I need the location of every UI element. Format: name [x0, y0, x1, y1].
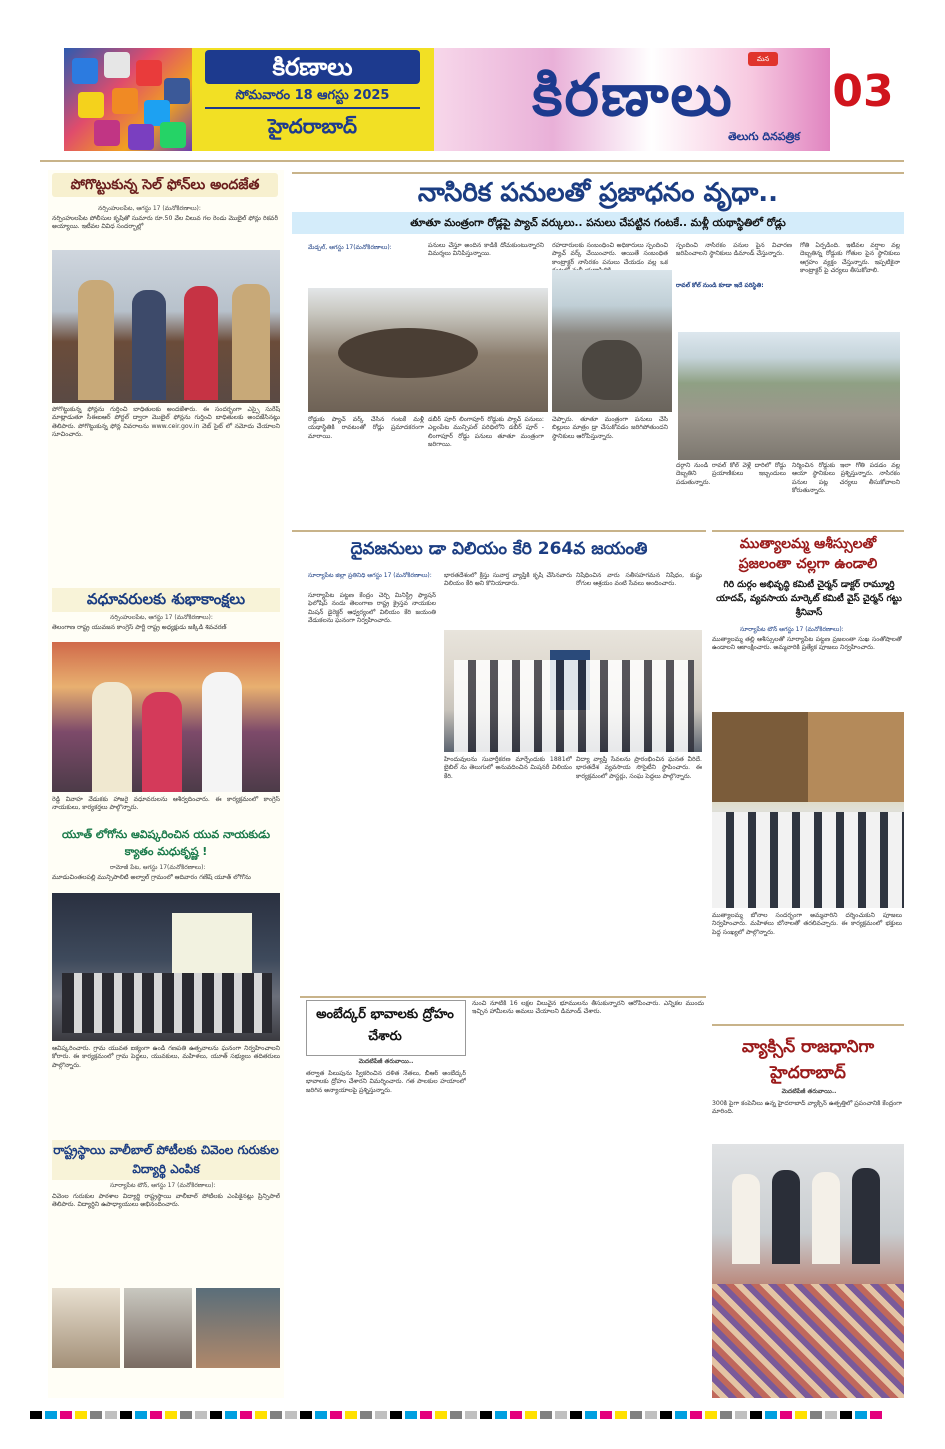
- lead-headline: నాసిరిక పనులతో ప్రజాధనం వృధా..: [417, 178, 779, 208]
- lead-col-text: రహదారులకు సంబంధించి అధికారులు స్పందించి ప్యాచ్ వర్క్ చేయించారు. అయితే సంబంధిత కాంట్రాక్టర్ నాసిరకం పనులు చేయడం వల్ల ఒక: [552, 242, 668, 266]
- dateline: నర్సింహులపేట, ఆగస్టు 17 (మనోకిరణాలు):: [110, 614, 213, 621]
- muthyalamma-event-photo: [712, 712, 904, 908]
- story-text: నిషేధించిన వారు సతీసహగమన నిషేధం, కుష్టు రోగుల ఆశ్రయం వంటి సేవలు అందించారు.: [576, 572, 702, 588]
- print-registration-bar: [30, 1404, 915, 1418]
- dateline: సూర్యాపేట టౌన్ ఆగస్టు 17 (మనోకిరణాలు):: [740, 626, 844, 633]
- divider: [300, 996, 706, 998]
- damaged-road-photo-3: [678, 332, 900, 460]
- story-body: పోగొట్టుకున్న ఫోన్లను గుర్తించి బాధితులకు అందజేశారు. ఈ సందర్భంగా ఎస్సై సురేష్ మాట్లాడుతూ సీఈఐఆర్ పోర్టల్ ద్వారా మొబైల్ ఫోన్లను గుర్తించి బాధితులకు అందజేసినట్లు తెలిపారు. పోగొట్టుకున్న ఫోన్ల వివరాలను www.ceir.gov.in వెబ్ సైట్ లో నమోదు చేయాలని సూచించారు.: [52, 406, 280, 438]
- story-text: నుంచి నూటికి 16 లక్షల విలువైన భూములను తీసుకున్నారని ఆరోపించారు. ఎన్నికల ముందు ఇచ్చిన హామీలను అమలు చేయాలని డిమాండ్ చేశారు.: [472, 1000, 704, 1016]
- story-text: ముత్యాలమ్మ బోనాల సందర్భంగా అమ్మవారిని దర్శించుకుని పూజలు నిర్వహించారు. మహిళలు బోనాలతో తరలివచ్చారు. ఈ కార్యక్రమంలో భక్తులు పెద్ద సంఖ్యలో పాల్గొన్నారు.: [712, 912, 902, 936]
- student-photo-3: [196, 1288, 280, 1368]
- byline: మెదటిపేజీ తరువాయి..: [358, 1058, 414, 1065]
- story-headline-william-carey: దైవజనులు డా విలియం కేరి 264వ జయంతి: [350, 539, 648, 559]
- student-photo-2: [124, 1288, 192, 1368]
- lead-col-text: నిర్మించిన రోడ్డుకు ఇలా గోతి పడడం వల్ల ఆయా స్థానికులు ప్రశ్నిస్తున్నారు. నాసిరకం పనుల పట్ల చర్యలు తీసుకోవాలని కోరుతున్నారు.: [792, 462, 900, 494]
- story-text: విద్యా వ్యాప్తి సేవలను ప్రారంభించిన ఘనత వీరిదే. భారతదేశ వ్యవసాయ సొసైటీని స్థాపించారు. ఈ కార్యక్రమంలో పాస్టర్లు, సంఘ పెద్దలు పాల్గొన్నారు.: [576, 756, 702, 780]
- lead-col-text: డబీర్ పూర్ లింగాపూర్ రోడ్డుకు ప్యాచ్ పనులు: ఎల్లంపేట మున్సిపల్ పరిధిలోని డబీర్ పూర్ - లింగాపూర్ రోడ్డు పనులు తూతూ మంత్రంగా జరిగాయి.: [428, 416, 544, 448]
- masthead-logo: కిరణాలు: [532, 61, 734, 129]
- subheading: రావల్ కోల్ నుండి కూడా ఇదే పరిస్థితి:: [676, 282, 764, 289]
- dateline: నర్సింహులపేట, ఆగస్టు 17 (మనోకిరణాలు):: [98, 205, 201, 212]
- small-logo: కిరణాలు: [205, 50, 420, 84]
- lead-col-text: దర్గాని నుండి రావల్ కోల్ వెళ్లే దారిలో రోడ్డు దెబ్బతిని ప్రయాణికులు ఇబ్బందులు పడుతున్నారు.: [676, 462, 786, 486]
- story-intro: తెలంగాణ రాష్ట్ర యువజన కాంగ్రెస్ పార్టీ రాష్ట్ర అధ్యక్షుడు జక్కిడి శివచరణ్: [52, 624, 227, 631]
- damaged-road-photo-1: [308, 288, 548, 412]
- story-subhead: గిరి దుర్గం అభివృద్ధి కమిటీ చైర్మన్ డాక్టర్ రామ్మూర్తి యాదవ్, వ్యవసాయ మార్కెట్ కమిటీ వైస్ చైర్మన్ గట్టు శ్రీనివాస్: [716, 580, 902, 618]
- divider: [292, 530, 706, 532]
- vaccine-event-photo: [712, 1144, 904, 1398]
- dateline: సూర్యాపేట జిల్లా ప్రతినిధి ఆగస్టు 17 (మనోకిరణాలు):: [308, 572, 432, 579]
- small-badge: మన: [748, 52, 778, 66]
- lead-subhead: తూతూ మంత్రంగా రోడ్లపై ప్యాచ్ వర్కులు.. పనులు చేపట్టిన గంటకే.. మళ్లీ యథాస్థితిలో రోడ్లు: [410, 217, 786, 229]
- edition-date: సోమవారం 18 ఆగస్టు 2025: [235, 88, 390, 103]
- story-headline-vaccine: వ్యాక్సిన్ రాజధానిగా హైదరాబాద్: [741, 1037, 875, 1083]
- police-handover-photo: [52, 250, 280, 403]
- story-text: హిందువులను సువార్తీకరణ మార్చేందుకు 1881లో బైబిల్ ను తెలుగులో అనువదించిన మిషనరీ విలియం కేరి.: [444, 756, 572, 780]
- dateline: మేడ్చల్, ఆగస్టు 17(మనోకిరణాలు):: [308, 244, 392, 251]
- william-carey-event-photo: [444, 630, 702, 752]
- damaged-road-photo-2: [552, 270, 672, 412]
- lead-col-text: పనులు చేస్తూ అందిన కాడికి దోచుకుంటున్నారని విమర్శలు వినిపిస్తున్నాయి.: [428, 242, 544, 258]
- byline: మెదటిపేజీ తరువాయి..: [781, 1088, 837, 1095]
- story-headline-muthyalamma: ముత్యాలమ్మ ఆశీస్సులతో ప్రజలంతా చల్లగా ఉండాలి: [738, 536, 878, 572]
- story-text: 300కి పైగా కంపెనీలు ఉన్న హైదరాబాద్ వ్యాక్సిన్ ఉత్పత్తిలో ప్రపంచానికి కేంద్రంగా మారింది.: [712, 1100, 902, 1116]
- story-headline-youth-logo: యూత్ లోగోను ఆవిష్కరించిన యువ నాయకుడు క్యాతం మధుకృష్ణ !: [61, 828, 271, 858]
- divider: [205, 107, 420, 109]
- divider: [712, 530, 904, 532]
- lead-col-text: చెప్పారు. తూతూ మంత్రంగా పనులు చేసి బిల్లులు మాత్రం డ్రా చేసుకోవడం జరిగిపోతుందని స్థానికులు ఆరోపిస్తున్నారు.: [552, 416, 668, 440]
- story-text: భారతదేశంలో క్రీస్తు సువార్త వ్యాప్తికి కృషి చేసినవారు విలియం కేరి అని కొనియాడారు.: [444, 572, 572, 588]
- dateline: రామోజీ పేట, ఆగస్టు 17(మనోకిరణాలు):: [110, 864, 206, 871]
- story-headline-phones: పోగొట్టుకున్న సెల్ ఫోన్‌లు అందజేత: [52, 173, 278, 197]
- student-photo-1: [52, 1288, 120, 1368]
- page-number: 03: [832, 66, 894, 117]
- story-intro: మూడుచింతలపల్లి మున్సిపాలిటీ అల్వాల్ గ్రామంలో ఆదివారం గణేష్ యూత్ లోగోను: [52, 874, 251, 881]
- lead-col-text: స్పందించి నాసిరకం పనుల పైన విచారణ జరిపించాలని స్థానికులు డిమాండ్ చేస్తున్నారు.: [676, 242, 792, 258]
- story-text: తర్వాత పిలుపును స్వీకరించిన దళిత నేతలు, బీఆర్ అంబేద్కర్ భావాలకు ద్రోహం చేశారని విమర్శించారు. గత పాలకుల హయాంలో జరిగిన అన్యాయాలపై ప్రశ్నిస్తున్నారు.: [306, 1070, 466, 1094]
- edition-city: హైదరాబాద్: [267, 114, 358, 138]
- story-headline-ambedkar: అంబేద్కర్ భావాలకు ద్రోహం చేశారు: [316, 1007, 454, 1044]
- story-body: చివెంల గురుకుల పాఠశాల విద్యార్థి రాష్ట్రస్థాయి వాలీబాల్ పోటీలకు ఎంపికైనట్లు ప్రిన్సిపాల్ తెలిపారు. విద్యార్థిని ఉపాధ్యాయులు అభినందించారు.: [52, 1193, 280, 1209]
- youth-logo-event-photo: [52, 893, 280, 1041]
- story-body: ఆవిష్కరించారు. గ్రామ యువత ఐక్యంగా ఉండి గణపతి ఉత్సవాలను ఘనంగా నిర్వహించాలని కోరారు. ఈ కార్యక్రమంలో గ్రామ పెద్దలు, యువకులు, మహిళలు, యూత్ సభ్యులు తదితరులు పాల్గొన్నారు.: [52, 1045, 280, 1069]
- masthead-tagline: తెలుగు దినపత్రిక: [728, 130, 800, 143]
- divider: [712, 1024, 904, 1026]
- lead-col-text: రోడ్డుకు ప్యాచ్ వర్క్ చేసిన గంటకే మళ్లీ యథాస్థితికి రావటంతో రోడ్లు ప్రమాదకరంగా మారాయి.: [308, 416, 424, 440]
- wedding-photo: [52, 642, 280, 792]
- social-media-cubes-image: [64, 48, 192, 151]
- story-text: ముత్యాలమ్మ తల్లి ఆశీస్సులతో సూర్యాపేట పట్టణ ప్రజలంతా సుఖ సంతోషాలతో ఉండాలని ఆకాంక్షించారు. అమ్మవారికి ప్రత్యేక పూజలు నిర్వహించారు.: [712, 636, 902, 652]
- story-headline-volleyball: రాష్ట్రస్థాయి వాలీబాల్ పోటీలకు చివెంల గురుకుల విద్యార్థి ఎంపిక: [53, 1143, 279, 1176]
- story-headline-wedding: వధూవరులకు శుభాకాంక్షలు: [86, 590, 246, 608]
- dateline: సూర్యాపేట టౌన్, ఆగస్టు 17 (మనోకిరణాలు):: [110, 1182, 216, 1189]
- story-intro: నర్సింహులపేట పోలీసుల కృషితో సుమారు రూ.50 వేల విలువ గల రెండు మొబైల్ ఫోన్లు రికవరీ అయ్యాయి. ఇటీవల వివిధ సందర్భాల్లో: [52, 215, 278, 231]
- story-body: రెడ్డి వివాహ వేడుకకు హాజరై వధూవరులను ఆశీర్వదించారు. ఈ కార్యక్రమంలో కాంగ్రెస్ నాయకులు, కార్యకర్తలు పాల్గొన్నారు.: [52, 796, 280, 812]
- lead-col-text: గోతి ఏర్పడింది. ఇటీవల వర్షాల వల్ల దెబ్బతిన్న రోడ్డుకు గోతుల పైన స్థానికులు ఆగ్రహం వ్యక్తం చేస్తున్నారు. ఇప్పటికైనా కాంట్రాక్టర్ పై చర్యలు తీసుకోవాలి.: [800, 242, 900, 274]
- story-text: సూర్యాపేట పట్టణ కేంద్రం చెర్చి మినిస్ట్రీ ఫ్యాషన్ ఫెలోషిప్ నందు తెలంగాణ రాష్ట్ర క్రైస్తవ నాయకుల మిషన్ డైరెక్టర్ ఆధ్వర్యంలో విలియం కేరి జయంతి వేడుకలను ఘనంగా నిర్వహించారు.: [308, 592, 436, 624]
